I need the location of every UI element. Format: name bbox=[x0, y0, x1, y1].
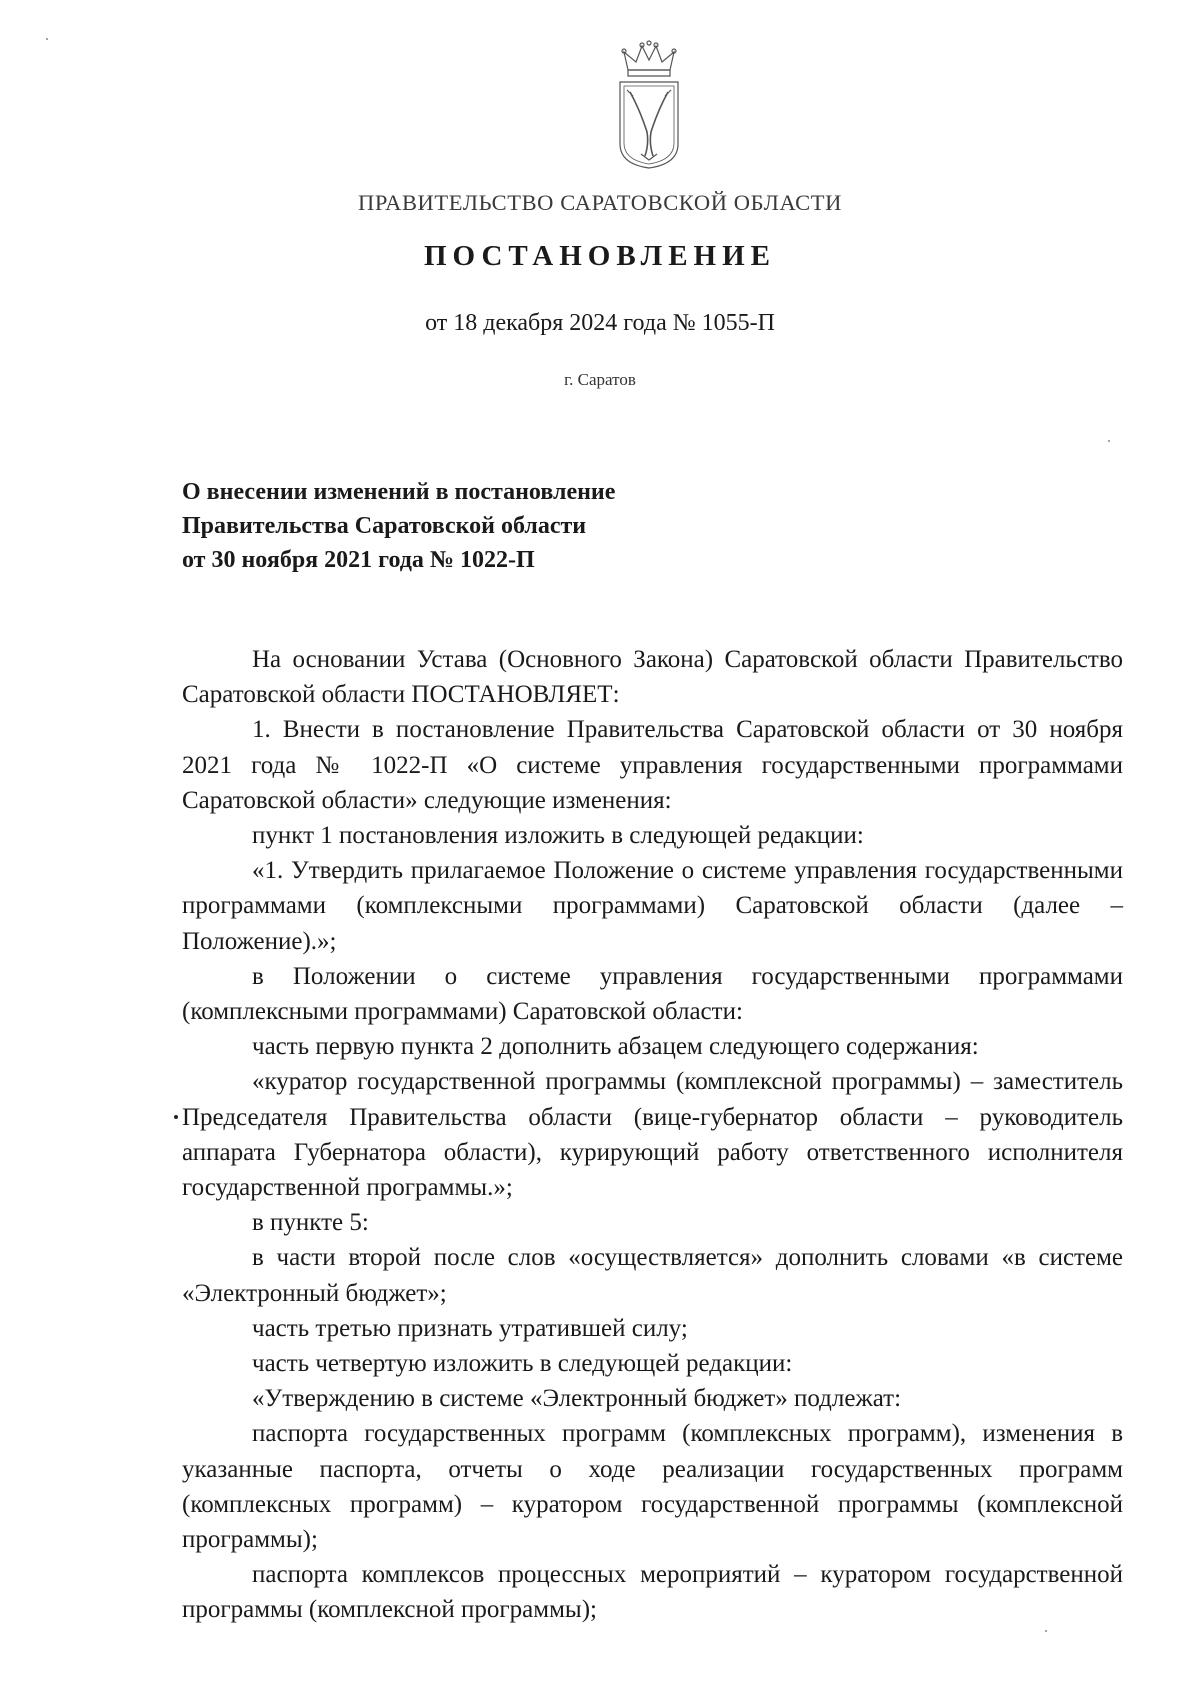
body-paragraph: «куратор государственной программы (комплексной программы) – заместитель Председателя Правительства области (вице-губернатор области – руководитель аппарата Губернатора области), курирующий работу ответственного исполнителя государственной программы.»; bbox=[182, 1068, 1123, 1202]
organization-title: ПРАВИТЕЛЬСТВО САРАТОВСКОЙ ОБЛАСТИ bbox=[358, 190, 842, 215]
body-paragraph: в пункте 5: bbox=[252, 1209, 369, 1237]
document-type-title: ПОСТАНОВЛЕНИЕ bbox=[423, 240, 776, 272]
document-city: г. Саратов bbox=[564, 370, 636, 389]
margin-mark bbox=[174, 1115, 178, 1119]
body-paragraph: часть четвертую изложить в следующей редакции: bbox=[252, 1350, 793, 1378]
body-paragraph: в части второй после слов «осуществляется» дополнить словами «в системе «Электронный бюджет»; bbox=[182, 1244, 1123, 1307]
scan-speck bbox=[46, 38, 48, 40]
scan-speck bbox=[1045, 1630, 1047, 1632]
coat-of-arms-icon bbox=[610, 40, 688, 172]
document-date-number: от 18 декабря 2024 года № 1055-П bbox=[425, 310, 775, 336]
body-paragraph: паспорта государственных программ (комплексных программ), изменения в указанные паспорта, отчеты о ходе реализации государственных программ (комплексных программ) – куратором государственной программы (комплексной программы); bbox=[182, 1420, 1123, 1554]
subject-line: Правительства Саратовской области bbox=[182, 513, 587, 539]
body-paragraph: часть третью признать утратившей силу; bbox=[252, 1314, 688, 1342]
document-subject bbox=[182, 475, 882, 577]
body-paragraph: 1. Внести в постановление Правительства Саратовской области от 30 ноября 2021 года № 1022-П «О системе управления государственными программами Саратовской области» следующие изменения: bbox=[182, 716, 1123, 814]
body-paragraph: в Положении о системе управления государственными программами (комплексными программами) Саратовской области: bbox=[182, 962, 1123, 1026]
body-paragraph: часть первую пункта 2 дополнить абзацем следующего содержания: bbox=[252, 1033, 979, 1061]
body-paragraph: «1. Утвердить прилагаемое Положение о системе управления государственными программами (комплексными программами) Саратовской области (далее – Положение).»; bbox=[182, 857, 1123, 955]
subject-line: О внесении изменений в постановление bbox=[182, 479, 616, 505]
body-paragraph: пункт 1 постановления изложить в следующей редакции: bbox=[252, 822, 864, 850]
subject-line: от 30 ноября 2021 года № 1022-П bbox=[182, 547, 535, 573]
body-paragraph: паспорта комплексов процессных мероприятий – куратором государственной программы (комплексной программы); bbox=[182, 1561, 1123, 1624]
body-paragraph: На основании Устава (Основного Закона) Саратовской области Правительство Саратовской области ПОСТАНОВЛЯЕТ: bbox=[182, 646, 1123, 709]
body-paragraph: «Утверждению в системе «Электронный бюджет» подлежат: bbox=[252, 1385, 902, 1413]
document-body bbox=[182, 642, 1123, 1628]
scan-speck bbox=[1108, 440, 1110, 442]
